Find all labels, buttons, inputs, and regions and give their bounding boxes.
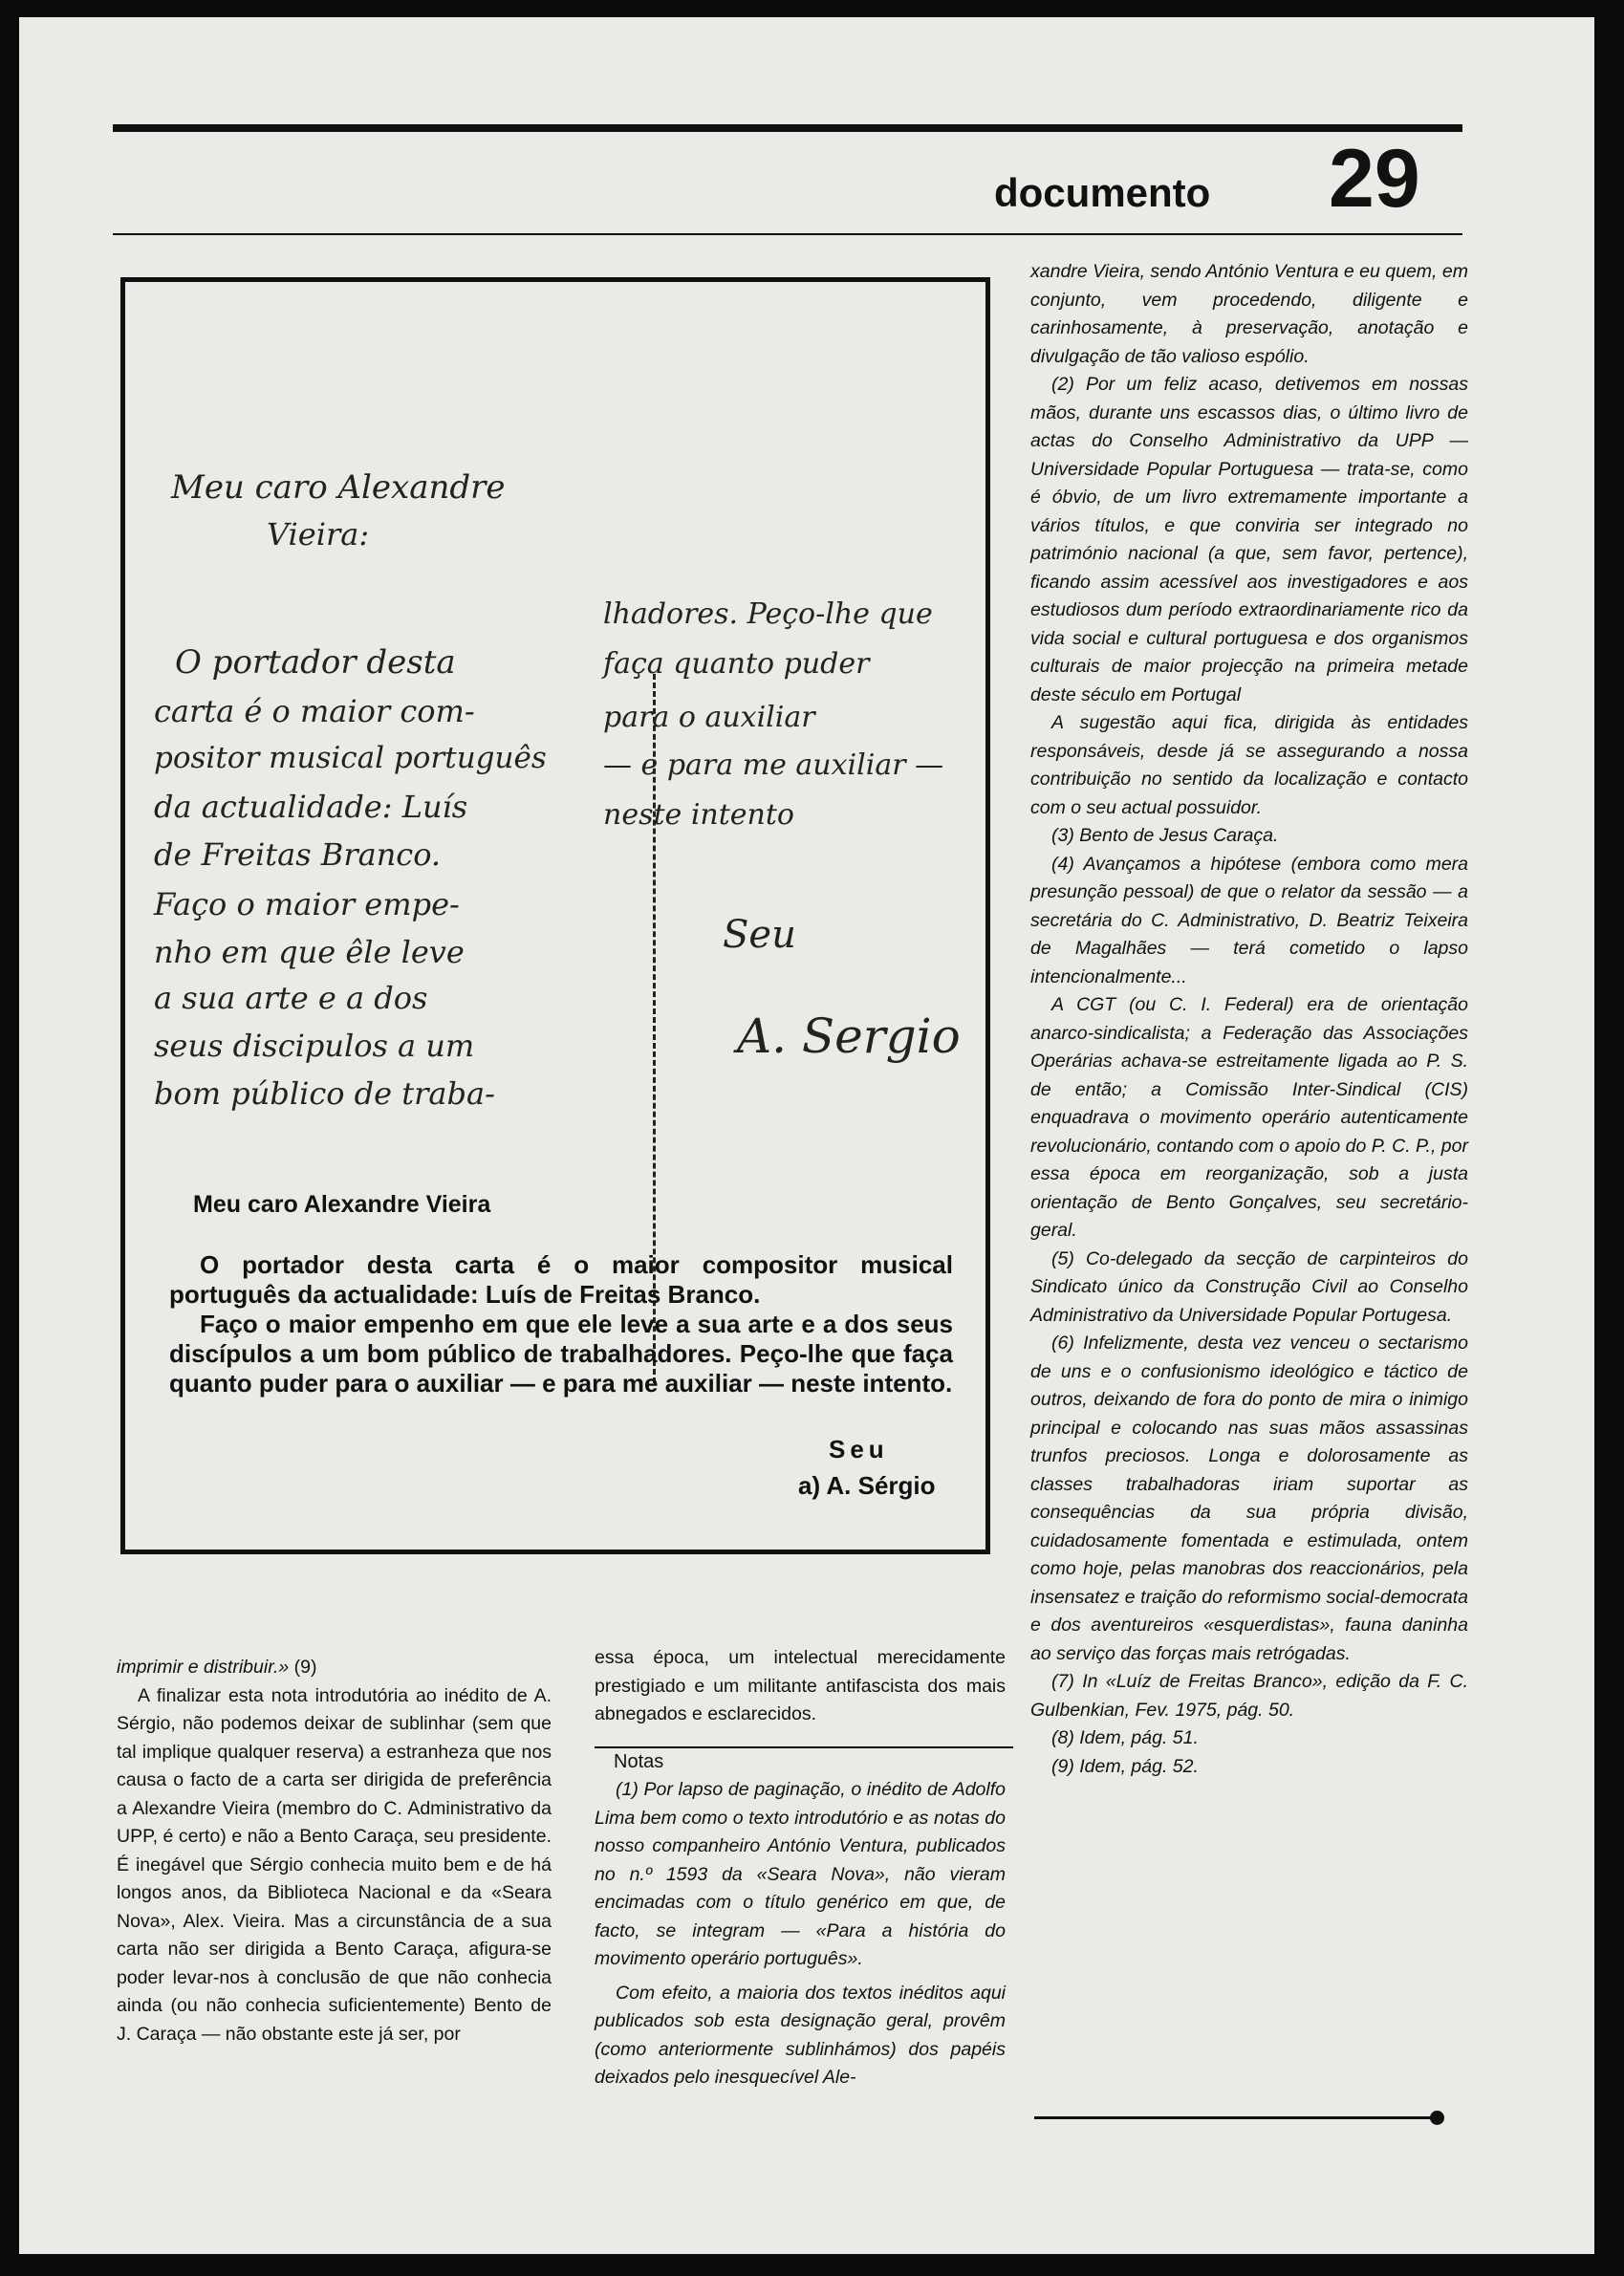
handwritten-line: neste intento bbox=[603, 798, 794, 832]
note-text: (3) Bento de Jesus Caraça. bbox=[1051, 825, 1279, 846]
handwritten-line: a sua arte e a dos bbox=[154, 980, 428, 1016]
handwritten-line: nho em que êle leve bbox=[154, 934, 465, 970]
handwritten-line: faça quanto puder bbox=[603, 647, 870, 681]
note-text: (6) Infelizmente, desta vez venceu o sectarismo de uns e o confusionismo ideológico e táctico de outros, deixando de fora do ponto de mira o inimigo principal e colocando nas suas mãos assassinas trunfos preciosos. Longa e dolorosamente as classes trabalhadoras iriam suportar as consequências da sua própria divisão, cuidadosamente fomentada e estimulada, ontem como hoje, pelas manobras dos reaccionários, pela insensatez e traição do reformismo social-democrata e dos aventureiros «esquerdistas», fauna daninha ao serviço das forças mais retrógadas. bbox=[1030, 1333, 1468, 1664]
note-text: (4) Avançamos a hipótese (embora como mera presunção pessoal) de que o relator da sessão — a secretária do C. Administrativo, D. Beatriz Teixeira de Magalhães — terá cometido o lapso intencionalmente... bbox=[1030, 853, 1468, 987]
left-column bbox=[117, 1654, 552, 2048]
end-rule bbox=[1034, 2116, 1440, 2119]
note-text: (8) Idem, pág. 51. bbox=[1051, 1727, 1199, 1748]
note-text: xandre Vieira, sendo António Ventura e eu quem, em conjunto, vem procedendo, diligente e carinhosamente, à preservação, anotação e divulgação de tão valioso espólio. bbox=[1030, 261, 1468, 367]
letter-signature: a) A. Sérgio bbox=[798, 1471, 936, 1500]
letter-transcript bbox=[169, 1190, 953, 1501]
handwritten-line: bom público de traba- bbox=[154, 1075, 495, 1112]
lead-italic: imprimir e distribuir.» bbox=[117, 1657, 290, 1678]
handwritten-line: de Freitas Branco. bbox=[154, 836, 442, 873]
letter-facsimile-box bbox=[120, 277, 990, 1554]
note-text: (5) Co-delegado da secção de carpinteiros do Sindicato único da Construção Civil ao Conselho Administrativo da Universidade Popular Portugesa. bbox=[1030, 1247, 1468, 1326]
middle-column bbox=[595, 1644, 1006, 2092]
note-text: Com efeito, a maioria dos textos inéditos aqui publicados sob esta designação geral, provêm (como anteriormente sublinhámos) dos papéis deixados pelo inesquecível Ale- bbox=[595, 1982, 1006, 2088]
handwritten-line: Vieira: bbox=[267, 516, 370, 553]
section-title: documento bbox=[994, 170, 1211, 215]
handwritten-line: lhadores. Peço-lhe que bbox=[603, 597, 933, 631]
handwritten-line: carta é o maior com- bbox=[154, 693, 475, 729]
right-column bbox=[1030, 258, 1468, 1781]
article-lead bbox=[117, 1654, 552, 1682]
letter-salutation: Meu caro Alexandre Vieira bbox=[193, 1191, 491, 1218]
handwritten-line: Faço o maior empe- bbox=[154, 886, 460, 922]
header-rule bbox=[113, 233, 1462, 235]
note-text: (2) Por um feliz acaso, detivemos em nossas mãos, durante uns escassos dias, o último livro de actas do Conselho Administrativo da UPP — Universidade Popular Portuguesa — trata-se, como é óbvio, de um livro extremamente importante a vários títulos, e que conviria ser integrado no património nacional (a que, sem favor, pertence), ficando assim acessível aos investigadores e aos estudiosos dum período extraordinariamente rico da vida social e cultural portuguesa e dos organismos culturais de maior projecção na primeira metade deste século em Portugal bbox=[1030, 374, 1468, 705]
end-bullet bbox=[1430, 2111, 1444, 2125]
note-text: A CGT (ou C. I. Federal) era de orientação anarco-sindicalista; a Federação das Associações Operárias achava-se estreitamente ligada ao P. S. de então; a Comissão Inter-Sindical (CIS) enquadrava o movimento operário autenticamente revolucionário, contando com o apoio do P. C. P., por essa época em reorganização, sob a justa orientação de Bento Gonçalves, seu secretário-geral. bbox=[1030, 994, 1468, 1241]
handwritten-line: — e para me auxiliar — bbox=[603, 748, 944, 782]
letter-closing: Seu bbox=[829, 1435, 889, 1463]
note-text: (9) Idem, pág. 52. bbox=[1051, 1755, 1199, 1777]
article-paragraph: essa época, um intelectual merecidamente prestigiado e um militante antifascista dos mais abnegados e esclarecidos. bbox=[595, 1647, 1006, 1724]
note-text: A sugestão aqui fica, dirigida às entidades responsáveis, desde já se assegurando a nossa contribuição no sentido da localização e contacto com o seu actual possuidor. bbox=[1030, 712, 1468, 818]
handwritten-signature: A. Sergio bbox=[737, 1008, 961, 1064]
top-rule bbox=[113, 124, 1462, 132]
handwritten-line: da actualidade: Luís bbox=[154, 789, 468, 825]
magazine-page bbox=[19, 17, 1594, 2254]
handwritten-line: Meu caro Alexandre bbox=[171, 468, 506, 507]
page-number: 29 bbox=[1329, 133, 1420, 225]
letter-paragraph: Faço o maior empenho em que ele leve a sua arte e a dos seus discípulos a um bom público de trabalhadores. Peço-lhe que faça quanto puder para o auxiliar — e para me auxiliar — neste intento. bbox=[169, 1310, 953, 1398]
handwritten-line: positor musical português bbox=[154, 741, 547, 775]
note-text: (7) In «Luíz de Freitas Branco», edição da F. C. Gulbenkian, Fev. 1975, pág. 50. bbox=[1030, 1671, 1468, 1721]
note-text: (1) Por lapso de paginação, o inédito de Adolfo Lima bem como o texto introdutório e as notas do nosso companheiro António Ventura, publicados no n.º 1593 da «Seara Nova», não vieram encimadas com o título genérico em que, de facto, se integram — «Para a história do movimento operário português». bbox=[595, 1779, 1006, 1969]
notes-divider bbox=[595, 1746, 1013, 1748]
letter-paragraph: O portador desta carta é o maior compositor musical português da actualidade: Luís de Freitas Branco. bbox=[169, 1250, 953, 1309]
notes-title: Notas bbox=[614, 1750, 664, 1772]
footnote-ref: (9) bbox=[289, 1657, 317, 1678]
article-paragraph: A finalizar esta nota introdutória ao inédito de A. Sérgio, não podemos deixar de sublinhar (sem que tal implique qualquer reserva) a estranheza que nos causa o facto de a carta ser dirigida de preferência a Alexandre Vieira (membro do C. Administrativo da UPP, é certo) e não a Bento Caraça, seu presidente. É inegável que Sérgio conhecia muito bem e de há longos anos, da Biblioteca Nacional e da «Seara Nova», Alex. Vieira. Mas a circunstância de a sua carta não ser dirigida a Bento Caraça, afigura-se poder levar-nos à conclusão de que não conhecia ainda (ou não conhecia suficientemente) Bento de J. Caraça — não obstante este já ser, por bbox=[117, 1684, 552, 2045]
handwritten-line: para o auxiliar bbox=[603, 701, 815, 734]
handwritten-line: O portador desta bbox=[175, 643, 456, 682]
handwritten-closing: Seu bbox=[723, 913, 796, 957]
handwritten-line: seus discipulos a um bbox=[154, 1028, 475, 1064]
